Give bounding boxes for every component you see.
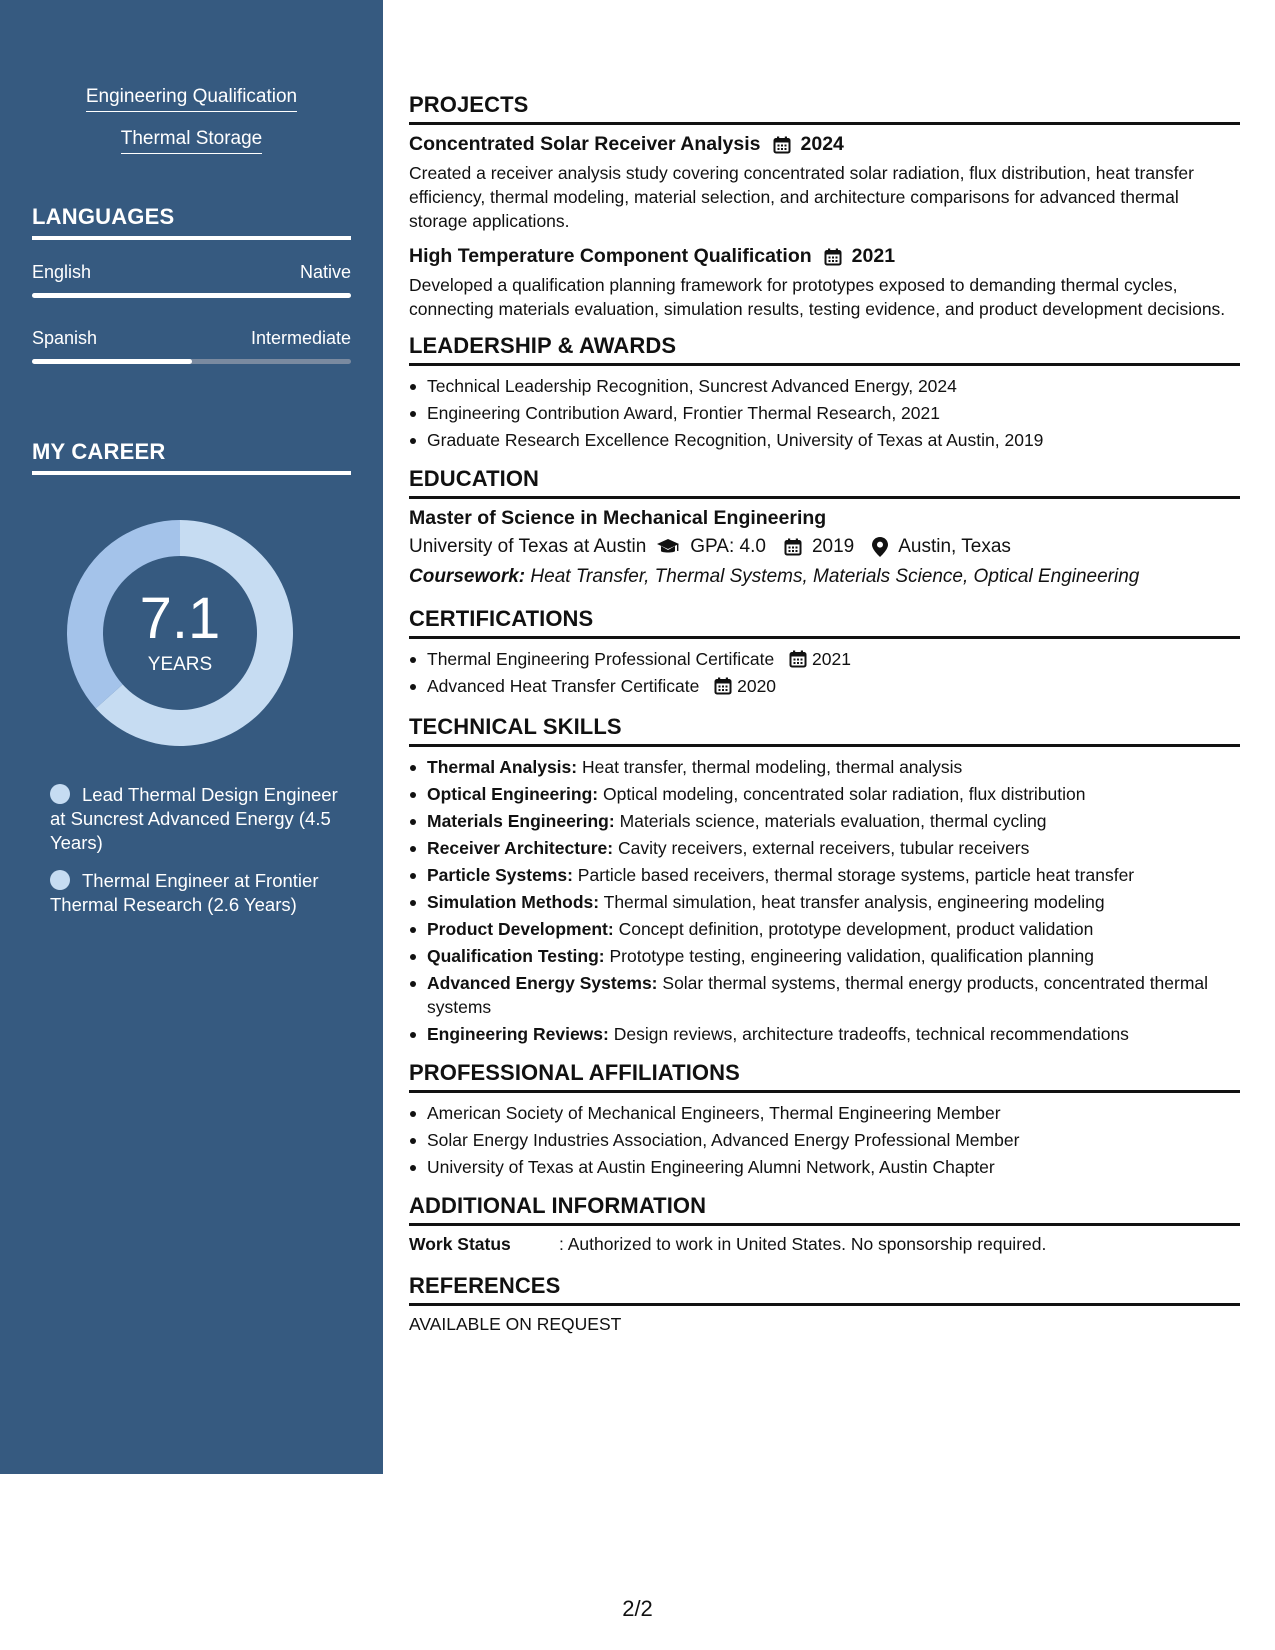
skill-label: Particle Systems:	[427, 865, 573, 885]
calendar-icon	[773, 136, 791, 154]
calendar-icon	[714, 677, 732, 695]
languages-section	[32, 204, 351, 364]
leadership-section	[409, 333, 1240, 452]
project-year: 2021	[851, 245, 896, 267]
language-proficiency-bar	[32, 359, 351, 364]
skill-label: Simulation Methods:	[427, 892, 600, 912]
school-location: Austin, Texas	[898, 536, 1011, 557]
skill-item	[409, 917, 1240, 941]
career-item-text: Lead Thermal Design Engineer at Suncrest Advanced Energy (4.5 Years)	[50, 784, 338, 853]
certifications-list	[409, 647, 1240, 698]
projects-section	[409, 92, 1240, 321]
references-section	[409, 1273, 1240, 1335]
career-list	[32, 783, 351, 917]
list-item: University of Texas at Austin Engineering Alumni Network, Austin Chapter	[409, 1155, 1240, 1179]
additional-info-section	[409, 1193, 1240, 1255]
coursework-label: Coursework:	[409, 566, 526, 587]
list-item: Graduate Research Excellence Recognition, University of Texas at Austin, 2019	[409, 428, 1240, 452]
skills-heading: TECHNICAL SKILLS	[409, 714, 1240, 747]
main-content	[409, 92, 1240, 1335]
language-name: English	[32, 262, 92, 282]
language-level: Intermediate	[250, 328, 351, 348]
project-description: Created a receiver analysis study covering concentrated solar radiation, flux distribution, heat transfer efficiency, thermal modeling, material selection, and architecture comparisons for advanced thermal storage applications.	[409, 163, 1194, 231]
career-years-unit: YEARS	[147, 654, 213, 675]
certification-year: 2021	[812, 649, 851, 669]
skill-item	[409, 971, 1240, 1019]
skill-item	[409, 863, 1240, 887]
career-section	[32, 439, 351, 917]
language-proficiency-fill	[32, 293, 351, 298]
leadership-list	[409, 374, 1240, 452]
language-proficiency-fill	[32, 359, 192, 364]
coursework	[409, 566, 1240, 588]
certification-item	[409, 647, 1240, 671]
tag-item: Engineering Qualification	[86, 86, 297, 112]
affiliations-section	[409, 1060, 1240, 1179]
list-item: Engineering Contribution Award, Frontier Thermal Research, 2021	[409, 401, 1240, 425]
certification-name: Thermal Engineering Professional Certificate	[427, 649, 775, 669]
legend-dot-icon	[50, 784, 70, 804]
skill-text: Solar thermal systems, thermal energy products, concentrated thermal systems	[427, 973, 1209, 1017]
language-name: Spanish	[32, 328, 98, 348]
tag-item: Thermal Storage	[121, 128, 263, 154]
language-row	[32, 328, 351, 349]
language-level: Native	[299, 262, 351, 282]
certifications-heading: CERTIFICATIONS	[409, 606, 1240, 639]
project-year: 2024	[800, 133, 844, 155]
career-item-text: Thermal Engineer at Frontier Thermal Research (2.6 Years)	[50, 870, 319, 915]
skill-label: Optical Engineering:	[427, 784, 599, 804]
skill-item	[409, 836, 1240, 860]
legend-dot-icon	[50, 870, 70, 890]
languages-heading: LANGUAGES	[32, 204, 351, 240]
project-title-row	[409, 245, 1240, 268]
sidebar	[0, 0, 383, 1474]
skill-label: Engineering Reviews:	[427, 1024, 609, 1044]
skill-text: Materials science, materials evaluation, thermal cycling	[619, 811, 1047, 831]
skills-list	[409, 755, 1240, 1046]
skill-text: Prototype testing, engineering validation, qualification planning	[609, 946, 1094, 966]
calendar-icon	[784, 538, 802, 556]
skill-item	[409, 944, 1240, 968]
calendar-icon	[824, 248, 842, 266]
skill-text: Concept definition, prototype development, product validation	[618, 919, 1094, 939]
skill-text: Thermal simulation, heat transfer analysis, engineering modeling	[603, 892, 1105, 912]
skill-text: Particle based receivers, thermal storage systems, particle heat transfer	[577, 865, 1135, 885]
skill-text: Design reviews, architecture tradeoffs, technical recommendations	[613, 1024, 1129, 1044]
skill-label: Materials Engineering:	[427, 811, 615, 831]
career-item	[50, 783, 351, 855]
gpa: GPA: 4.0	[690, 536, 766, 557]
education-details	[409, 536, 1240, 558]
skill-item	[409, 809, 1240, 833]
donut-center	[66, 519, 294, 747]
certification-item	[409, 674, 1240, 698]
project-description: Developed a qualification planning framework for prototypes exposed to demanding thermal cycles, connecting materials evaluation, simulation results, testing evidence, and product development decisions.	[409, 275, 1226, 319]
coursework-list: Heat Transfer, Thermal Systems, Materials Science, Optical Engineering	[530, 566, 1140, 587]
career-item	[50, 869, 351, 917]
education-heading: EDUCATION	[409, 466, 1240, 499]
list-item: Solar Energy Industries Association, Advanced Energy Professional Member	[409, 1128, 1240, 1152]
location-pin-icon	[872, 537, 888, 557]
interest-tags	[32, 0, 351, 170]
calendar-icon	[789, 650, 807, 668]
leadership-heading: LEADERSHIP & AWARDS	[409, 333, 1240, 366]
skill-label: Thermal Analysis:	[427, 757, 578, 777]
skill-label: Receiver Architecture:	[427, 838, 614, 858]
career-heading: MY CAREER	[32, 439, 351, 475]
affiliations-heading: PROFESSIONAL AFFILIATIONS	[409, 1060, 1240, 1093]
skill-text: Cavity receivers, external receivers, tubular receivers	[617, 838, 1030, 858]
skills-section	[409, 714, 1240, 1046]
skill-item	[409, 1022, 1240, 1046]
skill-label: Product Development:	[427, 919, 614, 939]
language-row	[32, 262, 351, 283]
school-name: University of Texas at Austin	[409, 536, 647, 557]
language-proficiency-bar	[32, 293, 351, 298]
work-status-label: Work Status	[409, 1234, 511, 1254]
list-item: Technical Leadership Recognition, Suncrest Advanced Energy, 2024	[409, 374, 1240, 398]
skill-item	[409, 782, 1240, 806]
graduation-year: 2019	[811, 536, 855, 557]
work-status-value: : Authorized to work in United States. No sponsorship required.	[559, 1234, 1047, 1254]
certification-year: 2020	[737, 676, 777, 696]
affiliations-list	[409, 1101, 1240, 1179]
references-text: AVAILABLE ON REQUEST	[409, 1314, 622, 1334]
certifications-section	[409, 606, 1240, 698]
additional-info-heading: ADDITIONAL INFORMATION	[409, 1193, 1240, 1226]
work-status-row	[409, 1234, 1240, 1255]
certification-name: Advanced Heat Transfer Certificate	[427, 676, 700, 696]
projects-heading: PROJECTS	[409, 92, 1240, 125]
career-total-years: 7.1	[139, 586, 221, 651]
graduation-cap-icon	[656, 538, 680, 556]
project-title: High Temperature Component Qualification	[409, 245, 812, 267]
skill-label: Advanced Energy Systems:	[427, 973, 658, 993]
page-number: 2/2	[622, 1596, 653, 1621]
degree-title: Master of Science in Mechanical Engineering	[409, 507, 827, 529]
skill-label: Qualification Testing:	[427, 946, 605, 966]
references-heading: REFERENCES	[409, 1273, 1240, 1306]
career-donut-chart	[66, 519, 294, 747]
skill-item	[409, 755, 1240, 779]
skill-text: Heat transfer, thermal modeling, thermal analysis	[581, 757, 963, 777]
skill-text: Optical modeling, concentrated solar radiation, flux distribution	[603, 784, 1086, 804]
education-section	[409, 466, 1240, 588]
skill-item	[409, 890, 1240, 914]
list-item: American Society of Mechanical Engineers, Thermal Engineering Member	[409, 1101, 1240, 1125]
project-title-row	[409, 133, 1240, 156]
project-title: Concentrated Solar Receiver Analysis	[409, 133, 761, 155]
